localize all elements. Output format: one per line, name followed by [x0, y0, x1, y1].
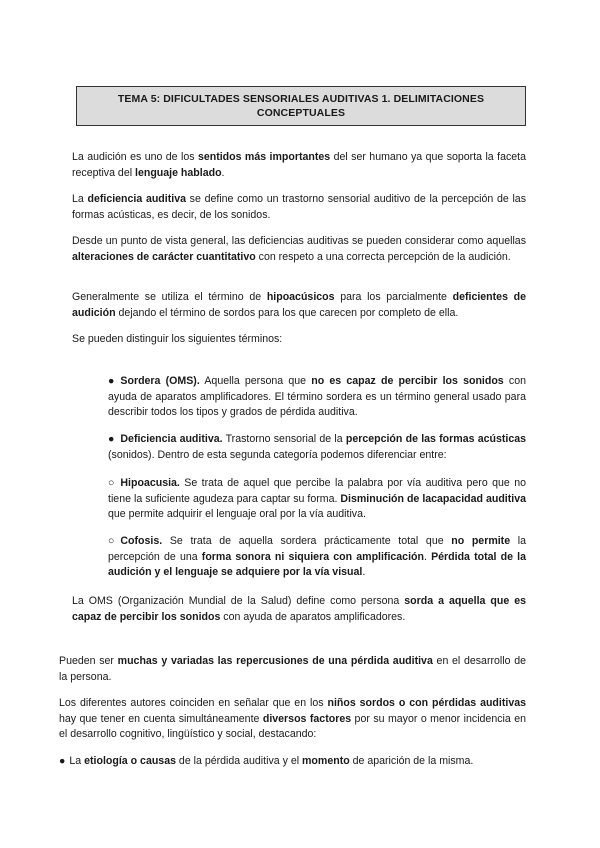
paragraph-8: Los diferentes autores coinciden en señalar que en los niños sordos o con pérdidas auditivas hay que tener en cuenta simultáneamente diversos factores por su mayor o menor incidencia en el desarrollo cognitivo, lingüístico y social, destacando: — [59, 697, 526, 740]
title-line-2: CONCEPTUALES — [256, 107, 346, 119]
bullet-icon: ● — [108, 375, 115, 387]
bullet-icon: ● — [59, 755, 66, 767]
list-item-sordera: ● Sordera (OMS). Aquella persona que no es capaz de percibir los sonidos con ayuda de aparatos amplificadores. El término sordera es un término general usado para describir todos los tipos y grados de pérdida auditiva. — [108, 375, 526, 418]
paragraph-2: La deficiencia auditiva se define como un trastorno sensorial auditivo de la percepción de las formas acústicas, es decir, de los sonidos. — [72, 193, 526, 221]
list-item-cofosis: ○ Cofosis. Se trata de aquella sordera prácticamente total que no permite la percepción de una forma sonora ni siquiera con amplificación. Pérdida total de la audición y el lenguaje se adquiere por la vía visual. — [108, 535, 527, 578]
page-title — [118, 92, 484, 120]
paragraph-6: La OMS (Organización Mundial de la Salud) define como persona sorda a aquella que es capaz de percibir los sonidos con ayuda de aparatos amplificadores. — [72, 595, 526, 623]
paragraph-3: Desde un punto de vista general, las deficiencias auditivas se pueden considerar como aquellas alteraciones de carácter cuantitativo con respeto a una correcta percepción de la audición. — [72, 235, 526, 263]
paragraph-5: Se pueden distinguir los siguientes términos: — [72, 333, 283, 345]
bullet-icon: ● — [108, 433, 115, 445]
sub-bullet-icon: ○ — [108, 477, 115, 489]
title-line-1: TEMA 5: DIFICULTADES SENSORIALES AUDITIVAS 1. DELIMITACIONES — [117, 93, 485, 105]
paragraph-7: Pueden ser muchas y variadas las repercusiones de una pérdida auditiva en el desarrollo de la persona. — [59, 655, 526, 683]
list-item-deficiencia: ● Deficiencia auditiva. Trastorno sensorial de la percepción de las formas acústicas (sonidos). Dentro de esta segunda categoría podemos diferenciar entre: — [108, 433, 526, 461]
sub-bullet-icon: ○ — [108, 535, 115, 547]
paragraph-9: ● La etiología o causas de la pérdida auditiva y el momento de aparición de la misma. — [59, 754, 526, 770]
paragraph-4: Generalmente se utiliza el término de hipoacúsicos para los parcialmente deficientes de audición dejando el término de sordos para los que carecen por completo de ella. — [72, 291, 527, 319]
paragraph-1: La audición es uno de los sentidos más importantes del ser humano ya que soporta la faceta receptiva del lenguaje hablado. — [72, 151, 526, 179]
list-item-hipoacusia: ○ Hipoacusia. Se trata de aquel que percibe la palabra por vía auditiva pero que no tiene la suficiente agudeza para captar su forma. Disminución de lacapacidad auditiva que permite adquirir el lenguaje oral por la vía auditiva. — [108, 477, 526, 520]
title-box — [76, 86, 526, 126]
